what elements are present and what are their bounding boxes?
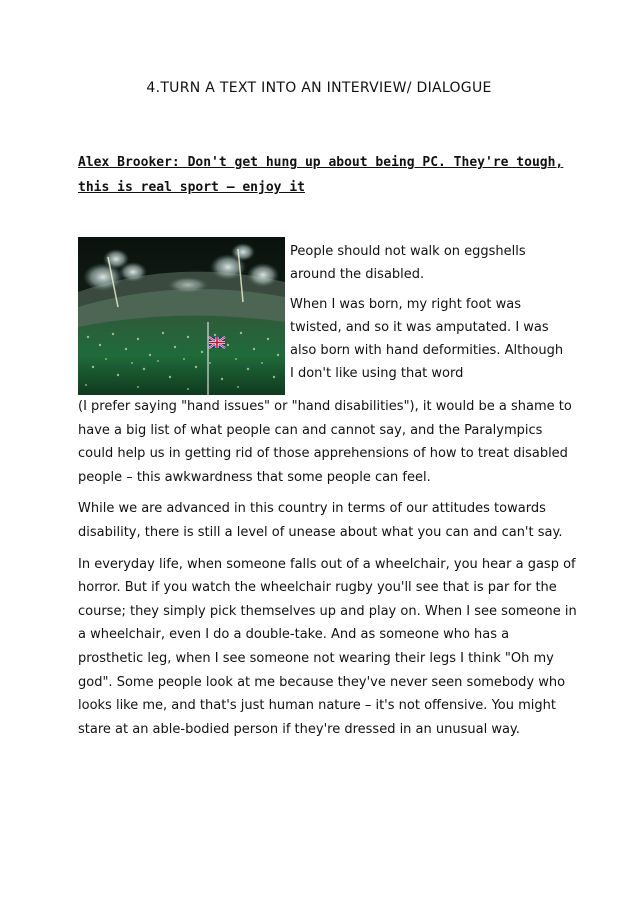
article-headline: Alex Brooker: Don't get hung up about being PC. They're tough, this is real sport – enjoy it <box>78 155 564 195</box>
body-text <box>78 395 578 741</box>
paragraph: In everyday life, when someone falls out of a wheelchair, you hear a gasp of horror. But if you watch the wheelchair rugby you'll see that is par for the course; they simply pick themselves up and play on. When I see someone in a wheelchair, even I do a double-take. And as someone who has a prosthetic leg, when I see someone not wearing their legs I think "Oh my god". Some people look at me because they've never seen somebody who looks like me, and that's just human nature – it's not offensive. You might stare at an able-bodied person if they're dressed in an unusual way. <box>78 556 577 737</box>
stadium-fireworks-icon <box>78 237 285 395</box>
paragraph: When I was born, my right foot was twisted, and so it was amputated. I was also born with hand deformities. Although I don't like using that word <box>290 297 564 381</box>
paragraph: People should not walk on eggshells around the disabled. <box>290 244 526 282</box>
paragraph: (I prefer saying "hand issues" or "hand disabilities"), it would be a shame to have a big list of what people can and cannot say, and the Paralympics could help us in getting rid of those apprehensions of how to treat disabled people – this awkwardness that some people can feel. <box>78 399 572 485</box>
stadium-photo <box>78 237 285 395</box>
exercise-heading: 4.TURN A TEXT INTO AN INTERVIEW/ DIALOGUE <box>146 80 492 96</box>
side-text <box>290 240 570 385</box>
paragraph: While we are advanced in this country in terms of our attitudes towards disability, there is still a level of unease about what you can and can't say. <box>78 501 563 540</box>
